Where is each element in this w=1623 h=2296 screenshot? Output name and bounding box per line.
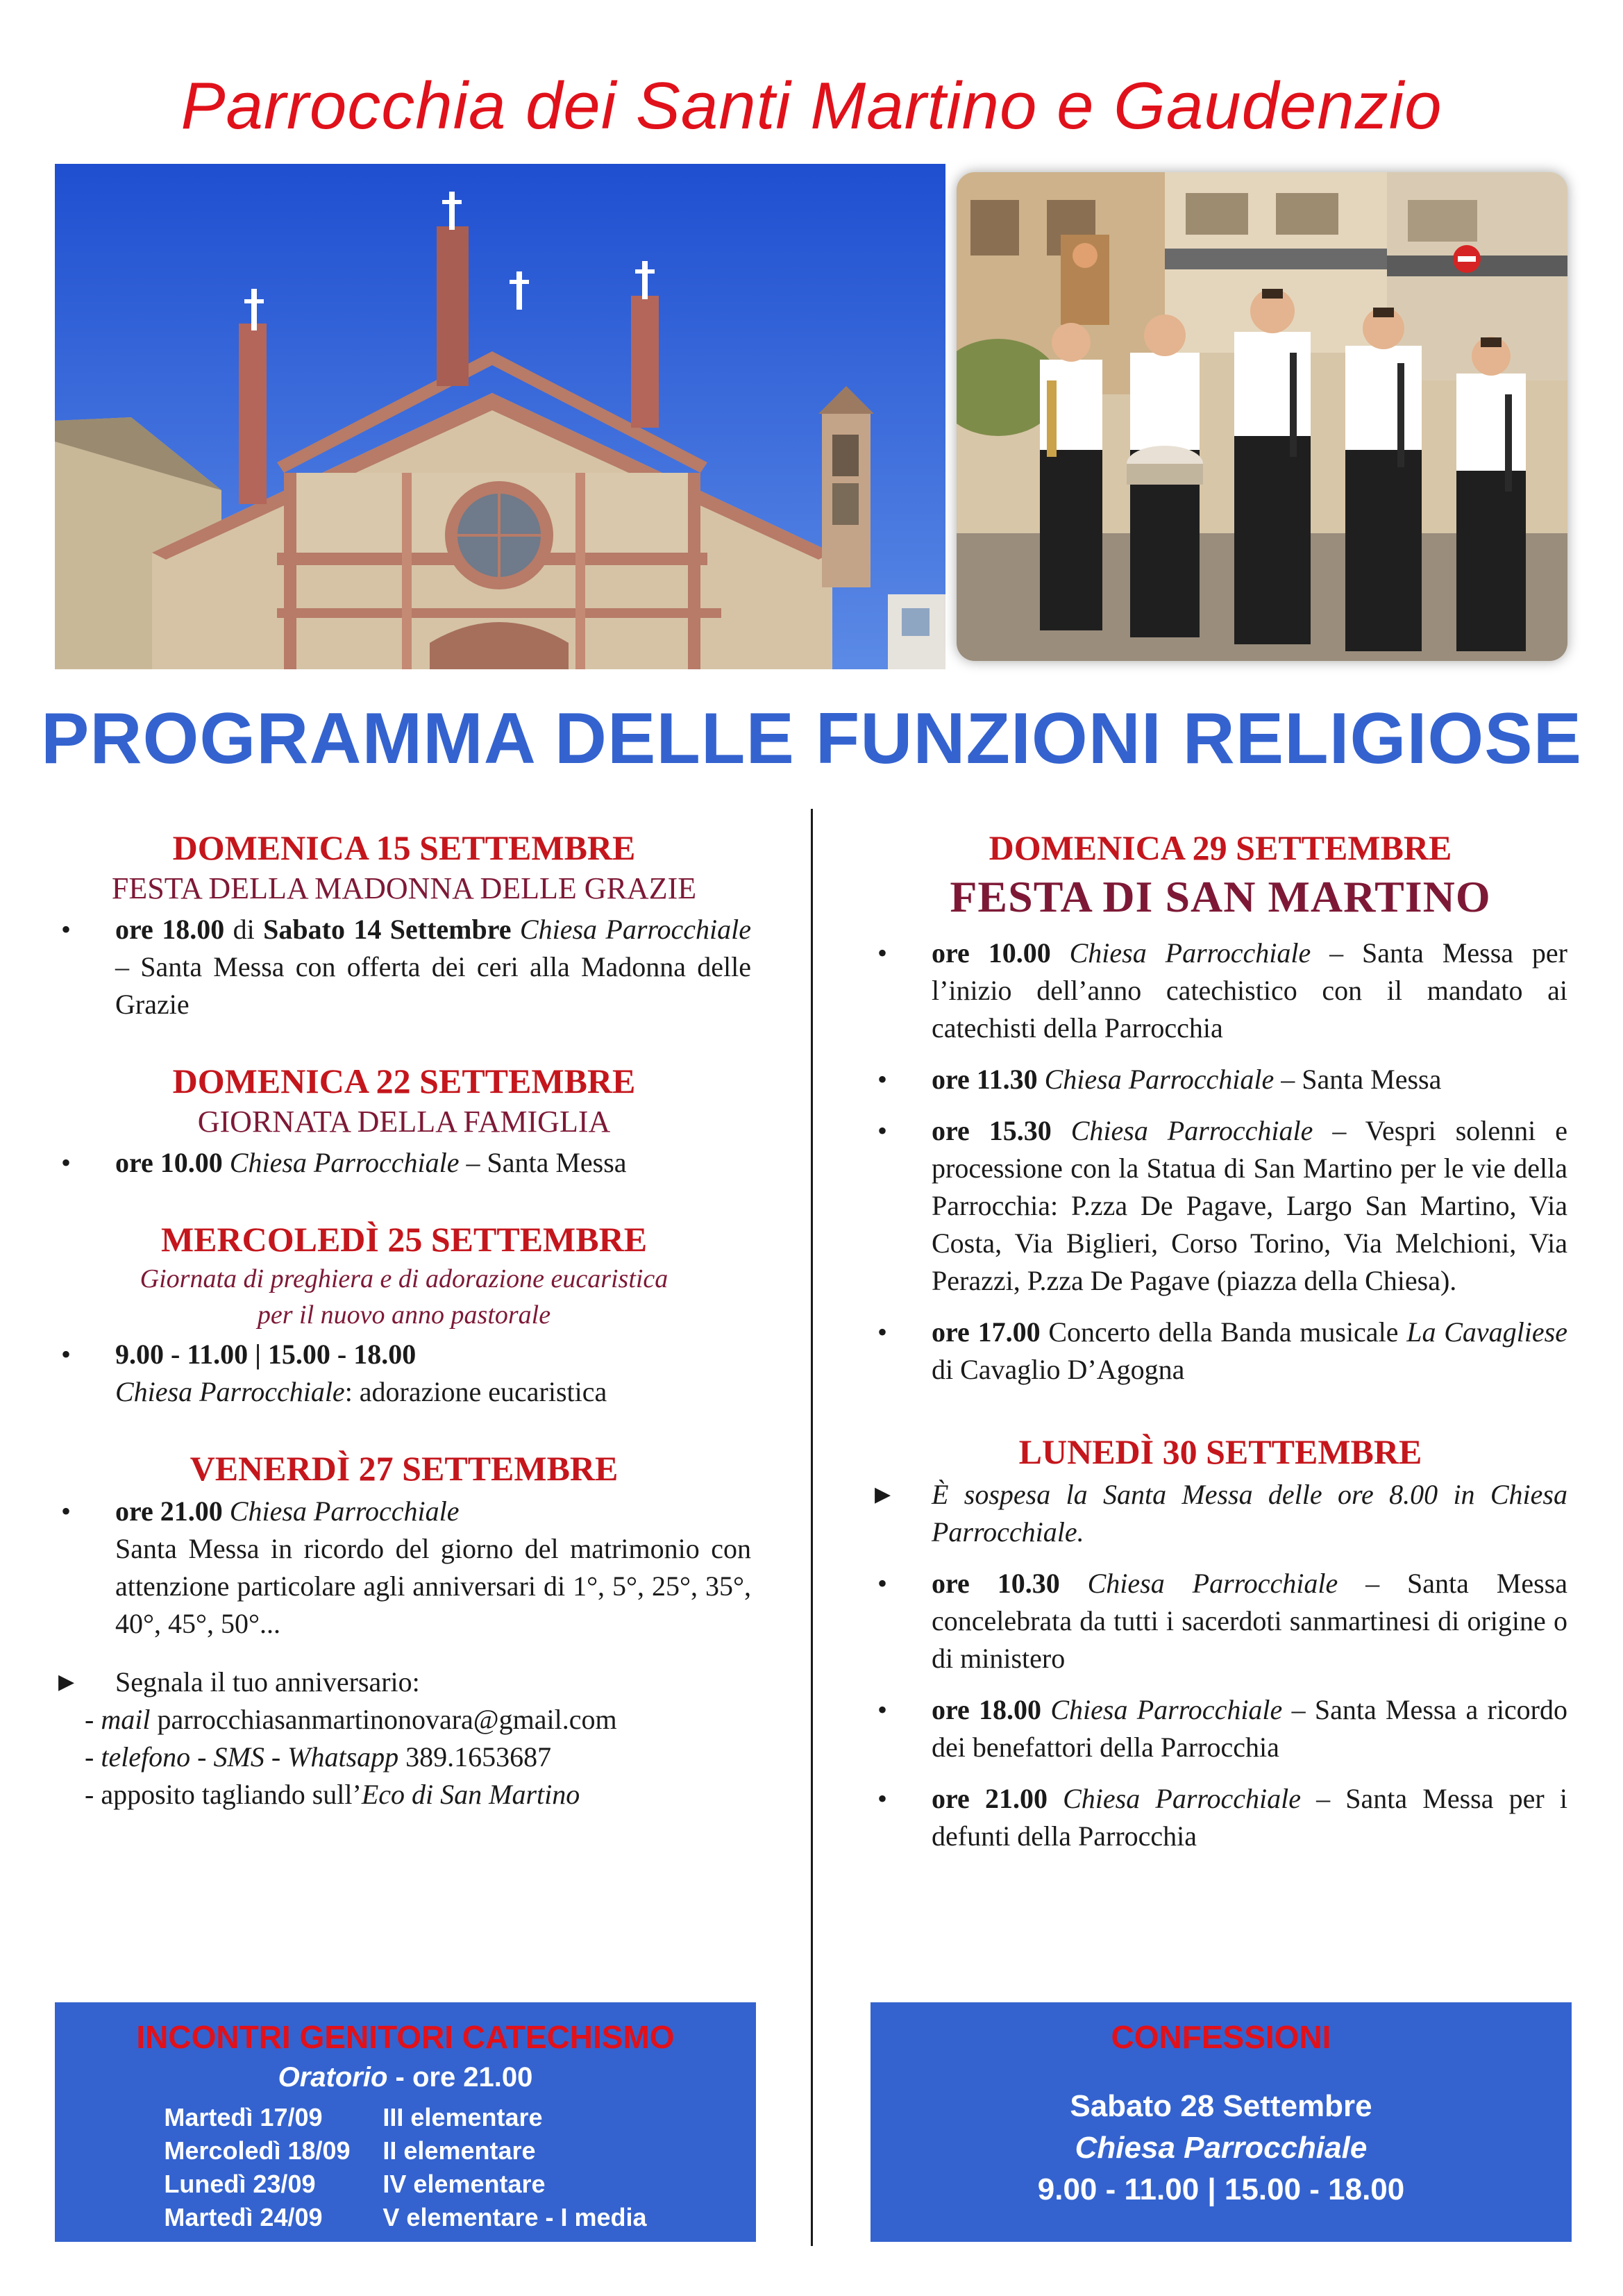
confession-time: 9.00 - 11.00 | 15.00 - 18.00: [1037, 2172, 1405, 2206]
confession-date: Sabato 28 Settembre: [1070, 2089, 1372, 2123]
event-date: Sabato 14 Settembre: [263, 914, 512, 945]
mail-address[interactable]: parrocchiasanmartinonovara@gmail.com: [157, 1704, 617, 1735]
right-column: [873, 826, 1567, 1869]
event-place: Chiesa Parrocchiale: [229, 1147, 460, 1178]
event-list: [873, 1476, 1567, 1855]
event-place: Chiesa Parrocchiale: [1044, 1064, 1275, 1095]
event-time: ore 21.00: [932, 1783, 1048, 1814]
table-row: Lunedì 23/09 IV elementare: [164, 2170, 546, 2198]
day-heading: LUNEDÌ 30 SETTEMBRE: [1018, 1432, 1422, 1471]
anniversary-notice: [57, 1664, 751, 1813]
event-item: [57, 1493, 751, 1643]
left-column: [57, 826, 751, 1813]
notice-title: Segnala il tuo anniversario:: [115, 1666, 420, 1698]
event-place: Chiesa Parrocchiale: [1087, 1568, 1338, 1599]
event-text: – Santa Messa: [459, 1147, 627, 1178]
day-subtitle: per il nuovo anno pastorale: [257, 1300, 551, 1330]
day-subtitle: FESTA DELLA MADONNA DELLE GRAZIE: [111, 871, 697, 905]
box-title: CONFESSIONI: [1111, 2019, 1331, 2055]
event-time: ore 10.30: [932, 1568, 1060, 1599]
event-text: – Santa Messa per i defunti della Parrocchia: [932, 1783, 1567, 1852]
event-text: Concerto della Banda musicale: [1040, 1316, 1407, 1348]
event-item: [873, 1691, 1567, 1766]
event-item: • ore 18.00 di Sabato 14 Settembre Chiesa Parrocchiale – Santa Messa con offerta dei ceri alla Madonna delle Grazie: [57, 911, 751, 1023]
event-item: • ore 17.00 Concerto della Banda musicale La Cavagliese di Cavaglio D’Agogna: [873, 1314, 1567, 1389]
event-item: [57, 1336, 751, 1411]
table-row: Martedì 24/09 V elementare - I media: [164, 2203, 647, 2231]
day-heading: DOMENICA 22 SETTEMBRE: [172, 1062, 636, 1100]
church-facade-photo-icon: [55, 164, 945, 669]
event-place: Chiesa Parrocchiale: [229, 1495, 460, 1527]
event-place: Chiesa Parrocchiale: [519, 914, 751, 945]
meetings-table: [164, 2101, 646, 2234]
confessions-box: [871, 2002, 1572, 2242]
catechism-meetings-box: [55, 2002, 756, 2242]
notice-mail: - mail parrocchiasanmartinonovara@gmail.com: [85, 1704, 617, 1735]
event-notice: [873, 1476, 1567, 1551]
event-text: – Santa Messa concelebrata da tutti i sacerdoti sanmartinesi di origine o di ministero: [932, 1568, 1567, 1674]
event-text: – Santa Messa a ricordo dei benefattori della Parrocchia: [932, 1694, 1568, 1763]
table-row: Mercoledì 18/09 II elementare: [164, 2136, 536, 2165]
event-place: Chiesa Parrocchiale: [1069, 937, 1311, 969]
confession-place: Chiesa Parrocchiale: [1075, 2131, 1368, 2165]
event-time: ore 15.30: [932, 1115, 1052, 1146]
day-subtitle: FESTA DI SAN MARTINO: [950, 872, 1491, 921]
event-text: È sospesa la Santa Messa delle ore 8.00 in Chiesa Parrocchiale.: [932, 1479, 1567, 1548]
event-item: [873, 1061, 1567, 1098]
event-text: – Santa Messa con offerta dei ceri alla Madonna delle Grazie: [115, 951, 751, 1020]
notice-coupon: - apposito tagliando sull’Eco di San Martino: [85, 1779, 580, 1810]
phone-number[interactable]: 389.1653687: [405, 1741, 552, 1773]
event-place: Chiesa Parrocchiale: [1070, 1115, 1313, 1146]
event-item: [873, 1112, 1567, 1300]
event-time: ore 11.30: [932, 1064, 1038, 1095]
box-subtitle: Oratorio - ore 21.00: [278, 2062, 533, 2093]
day-heading: DOMENICA 15 SETTEMBRE: [172, 828, 636, 867]
event-list: [57, 1336, 751, 1411]
event-item: [57, 1144, 751, 1182]
programme-heading: PROGRAMMA DELLE FUNZIONI RELIGIOSE: [41, 698, 1582, 779]
event-text: – Santa Messa: [1274, 1064, 1442, 1095]
day-subtitle: Giornata di preghiera e di adorazione eucaristica: [140, 1264, 668, 1293]
event-item: [873, 935, 1567, 1047]
event-list: [57, 1493, 751, 1643]
day-heading: DOMENICA 29 SETTEMBRE: [989, 828, 1452, 867]
event-item: [873, 1565, 1567, 1677]
event-place: Chiesa Parrocchiale: [115, 1376, 345, 1407]
band-name: La Cavagliese: [1406, 1316, 1567, 1348]
event-time: ore 10.00: [932, 937, 1051, 969]
marching-band-procession-photo-icon: [957, 172, 1567, 661]
band-photo: [957, 172, 1567, 661]
event-place: Chiesa Parrocchiale: [1050, 1694, 1283, 1725]
event-list: [57, 911, 751, 1023]
event-text: : adorazione eucaristica: [344, 1376, 607, 1407]
event-time: 9.00 - 11.00 | 15.00 - 18.00: [115, 1339, 417, 1370]
event-time: ore 18.00: [115, 914, 225, 945]
day-subtitle: GIORNATA DELLA FAMIGLIA: [197, 1105, 611, 1139]
day-heading: MERCOLEDÌ 25 SETTEMBRE: [160, 1220, 648, 1259]
event-text: – Santa Messa per l’inizio dell’anno catechistico con il mandato ai catechisti della Parrocchia: [932, 937, 1568, 1044]
event-item: [873, 1780, 1567, 1855]
day-heading: VENERDÌ 27 SETTEMBRE: [190, 1449, 619, 1488]
event-text: – Vespri solenni e processione con la Statua di San Martino per le vie della Parrocchia: P.zza De Pagave, Largo San Martino, Via Costa, Via Biglieri, Corso Torino, Via Melchioni, Via Perazzi, P.zza De Pagave (piazza della Chiesa).: [932, 1115, 1567, 1296]
notice-phone: - telefono - SMS - Whatsapp 389.1653687: [85, 1741, 552, 1773]
event-time: ore 21.00: [115, 1495, 223, 1527]
column-divider: [811, 809, 813, 2246]
event-text: Santa Messa in ricordo del giorno del matrimonio con attenzione particolare agli anniversari di 1°, 5°, 25°, 35°, 40°, 45°, 50°...: [115, 1533, 751, 1639]
event-list: [57, 1144, 751, 1182]
triangle-bullet-icon: ▶: [58, 1670, 75, 1693]
event-time: ore 10.00: [115, 1147, 223, 1178]
page-title: Parrocchia dei Santi Martino e Gaudenzio: [180, 69, 1443, 143]
event-place: Chiesa Parrocchiale: [1063, 1783, 1301, 1814]
box-title: INCONTRI GENITORI CATECHISMO: [136, 2019, 675, 2055]
table-row: Martedì 17/09 III elementare: [164, 2103, 543, 2131]
church-photo: [55, 164, 945, 669]
event-time: ore 17.00: [932, 1316, 1041, 1348]
event-list: [873, 935, 1567, 1389]
event-time: ore 18.00: [932, 1694, 1042, 1725]
